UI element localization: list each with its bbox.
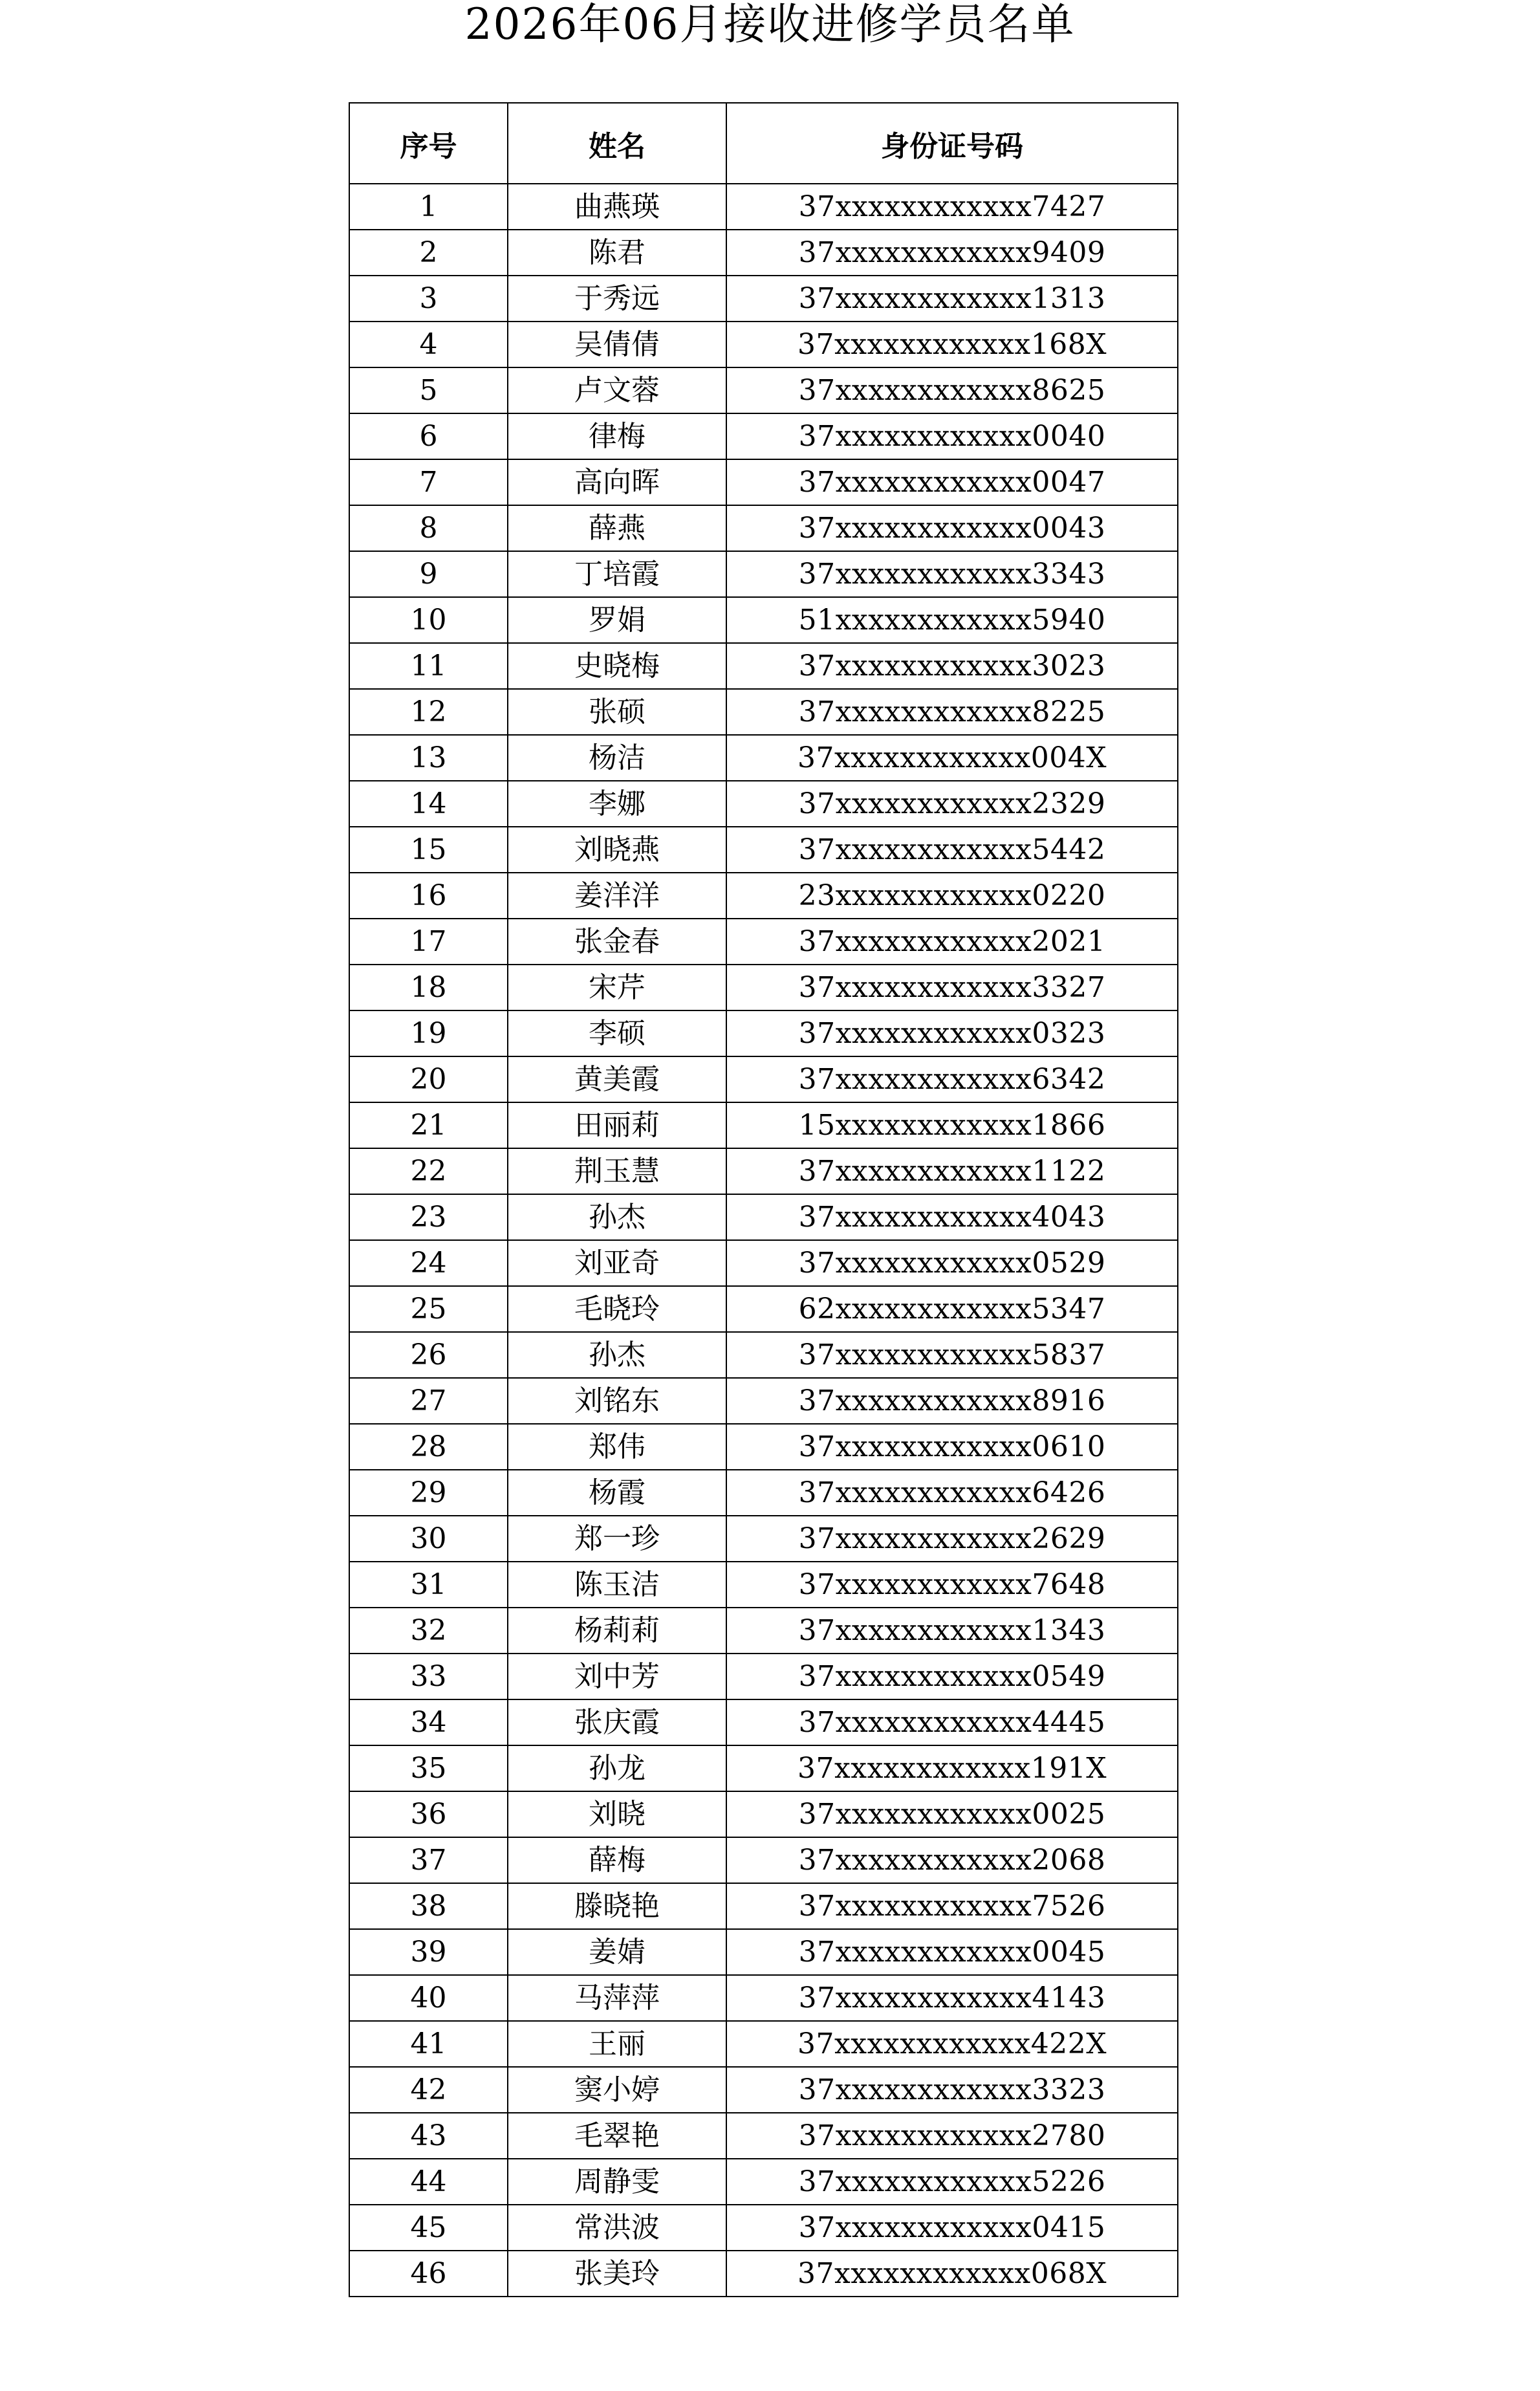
cell-serial-number: 39: [349, 1929, 508, 1975]
cell-name: 薛燕: [508, 505, 726, 551]
table-row: [349, 1791, 1178, 1837]
cell-name: 黄美霞: [508, 1056, 726, 1102]
table-row: [349, 230, 1178, 276]
cell-serial-number: 15: [349, 827, 508, 873]
cell-name: 陈玉洁: [508, 1562, 726, 1608]
cell-name: 杨洁: [508, 735, 726, 781]
cell-id-number: 37xxxxxxxxxxxx3023: [726, 643, 1178, 689]
cell-name: 律梅: [508, 413, 726, 459]
table-row: [349, 1516, 1178, 1562]
table-row: [349, 1424, 1178, 1470]
cell-name: 窦小婷: [508, 2067, 726, 2113]
cell-serial-number: 7: [349, 459, 508, 505]
table-row: [349, 781, 1178, 827]
cell-serial-number: 30: [349, 1516, 508, 1562]
cell-name: 张金春: [508, 919, 726, 965]
table-row: [349, 1148, 1178, 1194]
cell-name: 高向晖: [508, 459, 726, 505]
cell-id-number: 15xxxxxxxxxxxx1866: [726, 1102, 1178, 1148]
cell-name: 刘晓燕: [508, 827, 726, 873]
cell-serial-number: 40: [349, 1975, 508, 2021]
table-row: [349, 1929, 1178, 1975]
cell-id-number: 37xxxxxxxxxxxx2329: [726, 781, 1178, 827]
cell-id-number: 37xxxxxxxxxxxx0323: [726, 1010, 1178, 1056]
table-row: [349, 276, 1178, 322]
cell-name: 张美玲: [508, 2251, 726, 2297]
table-row: [349, 459, 1178, 505]
cell-serial-number: 6: [349, 413, 508, 459]
header-name: 姓名: [508, 103, 726, 184]
cell-serial-number: 10: [349, 597, 508, 643]
cell-id-number: 37xxxxxxxxxxxx0043: [726, 505, 1178, 551]
cell-name: 罗娟: [508, 597, 726, 643]
cell-serial-number: 18: [349, 965, 508, 1010]
table-row: [349, 735, 1178, 781]
cell-id-number: 37xxxxxxxxxxxx004X: [726, 735, 1178, 781]
cell-id-number: 37xxxxxxxxxxxx5837: [726, 1332, 1178, 1378]
cell-serial-number: 1: [349, 184, 508, 230]
header-row: [349, 103, 1178, 184]
cell-id-number: 37xxxxxxxxxxxx1313: [726, 276, 1178, 322]
cell-name: 王丽: [508, 2021, 726, 2067]
cell-name: 卢文蓉: [508, 367, 726, 413]
cell-serial-number: 9: [349, 551, 508, 597]
cell-serial-number: 33: [349, 1654, 508, 1699]
cell-serial-number: 21: [349, 1102, 508, 1148]
cell-id-number: 37xxxxxxxxxxxx5442: [726, 827, 1178, 873]
table-row: [349, 1378, 1178, 1424]
cell-id-number: 37xxxxxxxxxxxx2068: [726, 1837, 1178, 1883]
cell-id-number: 37xxxxxxxxxxxx068X: [726, 2251, 1178, 2297]
table-row: [349, 919, 1178, 965]
cell-id-number: 37xxxxxxxxxxxx9409: [726, 230, 1178, 276]
cell-id-number: 37xxxxxxxxxxxx0529: [726, 1240, 1178, 1286]
cell-serial-number: 46: [349, 2251, 508, 2297]
table-row: [349, 1654, 1178, 1699]
cell-serial-number: 19: [349, 1010, 508, 1056]
cell-name: 姜婧: [508, 1929, 726, 1975]
cell-id-number: 37xxxxxxxxxxxx2629: [726, 1516, 1178, 1562]
cell-id-number: 37xxxxxxxxxxxx6342: [726, 1056, 1178, 1102]
cell-id-number: 37xxxxxxxxxxxx1122: [726, 1148, 1178, 1194]
cell-serial-number: 29: [349, 1470, 508, 1516]
table-row: [349, 827, 1178, 873]
cell-name: 孙龙: [508, 1745, 726, 1791]
cell-id-number: 37xxxxxxxxxxxx8225: [726, 689, 1178, 735]
cell-name: 曲燕瑛: [508, 184, 726, 230]
cell-serial-number: 22: [349, 1148, 508, 1194]
cell-name: 孙杰: [508, 1194, 726, 1240]
cell-id-number: 37xxxxxxxxxxxx5226: [726, 2159, 1178, 2205]
cell-id-number: 37xxxxxxxxxxxx4143: [726, 1975, 1178, 2021]
cell-serial-number: 43: [349, 2113, 508, 2159]
cell-name: 刘铭东: [508, 1378, 726, 1424]
table-row: [349, 413, 1178, 459]
cell-id-number: 37xxxxxxxxxxxx8625: [726, 367, 1178, 413]
table-row: [349, 2067, 1178, 2113]
cell-name: 马萍萍: [508, 1975, 726, 2021]
table-row: [349, 1883, 1178, 1929]
cell-serial-number: 27: [349, 1378, 508, 1424]
cell-id-number: 62xxxxxxxxxxxx5347: [726, 1286, 1178, 1332]
cell-serial-number: 36: [349, 1791, 508, 1837]
cell-id-number: 37xxxxxxxxxxxx0025: [726, 1791, 1178, 1837]
table-row: [349, 2205, 1178, 2251]
cell-id-number: 37xxxxxxxxxxxx7648: [726, 1562, 1178, 1608]
cell-serial-number: 25: [349, 1286, 508, 1332]
cell-serial-number: 35: [349, 1745, 508, 1791]
cell-name: 周静雯: [508, 2159, 726, 2205]
table-row: [349, 1102, 1178, 1148]
cell-id-number: 37xxxxxxxxxxxx422X: [726, 2021, 1178, 2067]
cell-id-number: 37xxxxxxxxxxxx0610: [726, 1424, 1178, 1470]
cell-name: 陈君: [508, 230, 726, 276]
cell-serial-number: 5: [349, 367, 508, 413]
cell-name: 田丽莉: [508, 1102, 726, 1148]
cell-id-number: 37xxxxxxxxxxxx7526: [726, 1883, 1178, 1929]
cell-name: 滕晓艳: [508, 1883, 726, 1929]
cell-id-number: 37xxxxxxxxxxxx2780: [726, 2113, 1178, 2159]
table-row: [349, 689, 1178, 735]
cell-id-number: 37xxxxxxxxxxxx3327: [726, 965, 1178, 1010]
cell-serial-number: 23: [349, 1194, 508, 1240]
table-row: [349, 551, 1178, 597]
table-row: [349, 2251, 1178, 2297]
cell-id-number: 37xxxxxxxxxxxx4043: [726, 1194, 1178, 1240]
table-row: [349, 1562, 1178, 1608]
table-row: [349, 965, 1178, 1010]
table-row: [349, 2159, 1178, 2205]
cell-name: 毛翠艳: [508, 2113, 726, 2159]
table-row: [349, 1332, 1178, 1378]
cell-id-number: 37xxxxxxxxxxxx191X: [726, 1745, 1178, 1791]
cell-id-number: 37xxxxxxxxxxxx168X: [726, 322, 1178, 367]
table-row: [349, 322, 1178, 367]
header-id-number: 身份证号码: [726, 103, 1178, 184]
table-row: [349, 2113, 1178, 2159]
cell-id-number: 37xxxxxxxxxxxx7427: [726, 184, 1178, 230]
cell-id-number: 37xxxxxxxxxxxx0047: [726, 459, 1178, 505]
cell-serial-number: 31: [349, 1562, 508, 1608]
cell-name: 刘晓: [508, 1791, 726, 1837]
cell-name: 郑一珍: [508, 1516, 726, 1562]
cell-name: 张硕: [508, 689, 726, 735]
table-row: [349, 367, 1178, 413]
cell-serial-number: 38: [349, 1883, 508, 1929]
cell-name: 孙杰: [508, 1332, 726, 1378]
cell-serial-number: 8: [349, 505, 508, 551]
cell-name: 吴倩倩: [508, 322, 726, 367]
cell-serial-number: 17: [349, 919, 508, 965]
cell-serial-number: 11: [349, 643, 508, 689]
cell-name: 宋芹: [508, 965, 726, 1010]
cell-name: 常洪波: [508, 2205, 726, 2251]
cell-name: 郑伟: [508, 1424, 726, 1470]
cell-id-number: 37xxxxxxxxxxxx0045: [726, 1929, 1178, 1975]
cell-id-number: 37xxxxxxxxxxxx6426: [726, 1470, 1178, 1516]
page-title: 2026年06月接收进修学员名单: [464, 0, 1076, 49]
cell-id-number: 37xxxxxxxxxxxx0415: [726, 2205, 1178, 2251]
cell-serial-number: 3: [349, 276, 508, 322]
cell-id-number: 51xxxxxxxxxxxx5940: [726, 597, 1178, 643]
cell-name: 张庆霞: [508, 1699, 726, 1745]
cell-serial-number: 45: [349, 2205, 508, 2251]
table-row: [349, 184, 1178, 230]
cell-serial-number: 42: [349, 2067, 508, 2113]
cell-name: 姜洋洋: [508, 873, 726, 919]
table-row: [349, 1745, 1178, 1791]
cell-serial-number: 26: [349, 1332, 508, 1378]
cell-name: 刘中芳: [508, 1654, 726, 1699]
cell-serial-number: 4: [349, 322, 508, 367]
cell-serial-number: 12: [349, 689, 508, 735]
cell-serial-number: 28: [349, 1424, 508, 1470]
cell-id-number: 37xxxxxxxxxxxx3323: [726, 2067, 1178, 2113]
cell-name: 刘亚奇: [508, 1240, 726, 1286]
cell-name: 丁培霞: [508, 551, 726, 597]
table-row: [349, 643, 1178, 689]
table-row: [349, 1699, 1178, 1745]
cell-name: 杨莉莉: [508, 1608, 726, 1654]
table-row: [349, 873, 1178, 919]
table-row: [349, 597, 1178, 643]
cell-id-number: 23xxxxxxxxxxxx0220: [726, 873, 1178, 919]
cell-serial-number: 34: [349, 1699, 508, 1745]
table-row: [349, 505, 1178, 551]
cell-id-number: 37xxxxxxxxxxxx3343: [726, 551, 1178, 597]
cell-name: 薛梅: [508, 1837, 726, 1883]
cell-name: 李娜: [508, 781, 726, 827]
cell-name: 荆玉慧: [508, 1148, 726, 1194]
cell-name: 于秀远: [508, 276, 726, 322]
header-serial-number: 序号: [349, 103, 508, 184]
table-row: [349, 1056, 1178, 1102]
table-row: [349, 1010, 1178, 1056]
student-roster-table: [349, 102, 1178, 2297]
cell-serial-number: 32: [349, 1608, 508, 1654]
table-row: [349, 1286, 1178, 1332]
table-row: [349, 1837, 1178, 1883]
table-header: [349, 103, 1178, 184]
cell-serial-number: 16: [349, 873, 508, 919]
cell-id-number: 37xxxxxxxxxxxx0549: [726, 1654, 1178, 1699]
cell-name: 李硕: [508, 1010, 726, 1056]
cell-serial-number: 37: [349, 1837, 508, 1883]
table-row: [349, 2021, 1178, 2067]
cell-name: 毛晓玲: [508, 1286, 726, 1332]
table-row: [349, 1240, 1178, 1286]
cell-id-number: 37xxxxxxxxxxxx0040: [726, 413, 1178, 459]
cell-serial-number: 44: [349, 2159, 508, 2205]
cell-id-number: 37xxxxxxxxxxxx1343: [726, 1608, 1178, 1654]
cell-serial-number: 14: [349, 781, 508, 827]
cell-serial-number: 41: [349, 2021, 508, 2067]
cell-id-number: 37xxxxxxxxxxxx4445: [726, 1699, 1178, 1745]
cell-serial-number: 13: [349, 735, 508, 781]
table-row: [349, 1608, 1178, 1654]
table-row: [349, 1470, 1178, 1516]
table-row: [349, 1194, 1178, 1240]
cell-serial-number: 2: [349, 230, 508, 276]
cell-serial-number: 24: [349, 1240, 508, 1286]
table-row: [349, 1975, 1178, 2021]
cell-name: 史晓梅: [508, 643, 726, 689]
cell-serial-number: 20: [349, 1056, 508, 1102]
cell-id-number: 37xxxxxxxxxxxx2021: [726, 919, 1178, 965]
cell-name: 杨霞: [508, 1470, 726, 1516]
table-body: [349, 184, 1178, 2297]
cell-id-number: 37xxxxxxxxxxxx8916: [726, 1378, 1178, 1424]
